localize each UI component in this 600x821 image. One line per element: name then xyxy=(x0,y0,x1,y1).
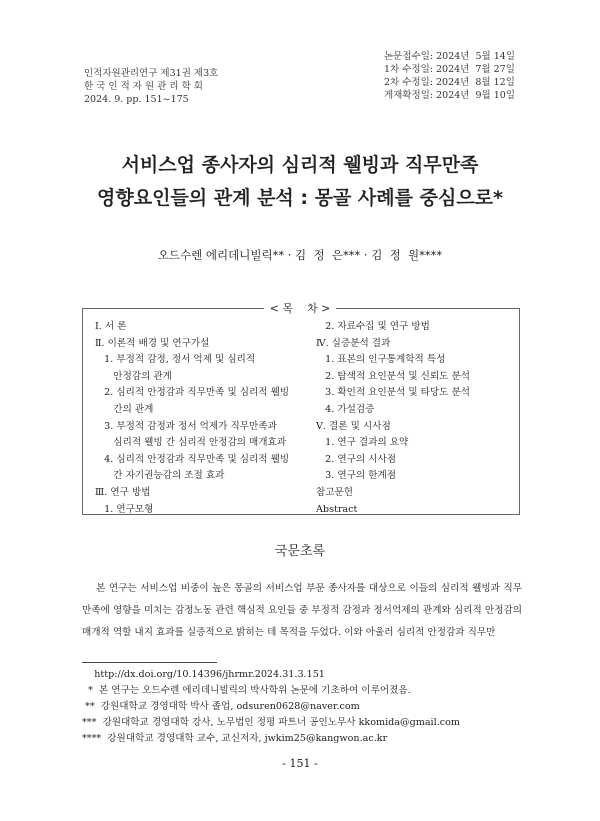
toc-item: Ⅰ. 서 론 xyxy=(95,321,127,332)
footnote-divider xyxy=(82,662,217,663)
toc-item: 1. 연구 결과의 요약 xyxy=(316,437,409,449)
date-line: 게재확정일: 2024년 9월 10일 xyxy=(384,90,516,101)
toc-item: 3. 확인적 요인분석 및 타당도 분석 xyxy=(316,387,471,399)
abstract-heading: 국문초록 xyxy=(274,544,326,559)
toc-item: 심리적 웰빙 간 심리적 안정감의 매개효과 xyxy=(95,437,287,449)
toc-left-column xyxy=(95,319,289,518)
toc-item: 3. 부정적 감정과 정서 억제가 직무만족과 xyxy=(95,420,277,432)
footnote-item: *** 강원대학교 경영대학 강사, 노무법인 정평 파트너 공인노무사 kkomida@gmail.com xyxy=(82,717,460,728)
toc-item: 4. 가설검증 xyxy=(316,403,375,415)
toc-item: Ⅴ. 결론 및 시사점 xyxy=(316,420,391,432)
toc-item: 1. 연구모형 xyxy=(95,503,154,515)
date-line: 1차 수정일: 2024년 7월 27일 xyxy=(384,64,515,75)
date-line: 논문접수일: 2024년 5월 14일 xyxy=(384,51,516,62)
authors: 오드수렌 에리데니빌릭** · 김 정 은*** · 김 정 원**** xyxy=(157,248,443,262)
toc-item: 안정감의 관계 xyxy=(95,370,172,382)
toc-heading-text: < 목 차 > xyxy=(264,302,337,315)
toc-item: 1. 부정적 감정, 정서 억제 및 심리적 xyxy=(95,354,256,366)
toc-item: 4. 심리적 안정감과 직무만족 및 심리적 웰빙 xyxy=(95,453,290,465)
doi-link[interactable]: http://dx.doi.org/10.14396/jhrmr.2024.31.3.151 xyxy=(82,669,325,680)
date-line: 2차 수정일: 2024년 8월 12일 xyxy=(384,77,515,88)
toc-item: Ⅳ. 실증분석 결과 xyxy=(316,337,391,349)
abstract-text: 본 연구는 서비스업 비중이 높은 몽골의 서비스업 부문 종사자를 대상으로 이들의 심리적 웰빙과 직무만족에 영향을 미치는 감정노동 관련 핵심적 요인들 중 부정적 감정과 정서억제의 관계와 심리적 안정감의 매개적 역할 내지 효과를 실증적으로 밝히는 데 목적을 두었다. 이와 아울러 심리적 안정감과 직무만 xyxy=(82,583,522,638)
toc-item: Ⅲ. 연구 방법 xyxy=(95,486,151,498)
journal-info-line: 2024. 9. pp. 151~175 xyxy=(84,94,189,105)
footnote-item: **** 강원대학교 경영대학 교수, 교신저자, jwkim25@kangwon.ac.kr xyxy=(82,733,388,744)
toc-item: 3. 연구의 한계점 xyxy=(316,470,397,482)
page-number: - 151 - xyxy=(282,757,318,770)
toc-item: 2. 연구의 시사점 xyxy=(316,453,397,465)
paper-title-line-1: 서비스업 종사자의 심리적 웰빙과 직무만족 xyxy=(121,154,479,176)
toc-right-column xyxy=(316,319,470,518)
toc-heading xyxy=(0,300,600,316)
footnotes xyxy=(82,667,460,747)
toc-item: 2. 탐색적 요인분석 및 신뢰도 분석 xyxy=(316,370,471,382)
toc-item: 참고문헌 xyxy=(316,486,354,498)
toc-item: Ⅱ. 이론적 배경 및 연구가설 xyxy=(95,337,210,349)
footnote-item: ** 강원대학교 경영대학 박사 졸업, odsuren0628@naver.com xyxy=(82,701,360,712)
toc-item: 1. 표본의 인구통계학적 특성 xyxy=(316,354,446,366)
toc-item: 간의 관계 xyxy=(95,403,154,415)
footnote-item: * 본 연구는 오드수렌 에리데니빌릭의 박사학위 논문에 기초하여 이루어졌음. xyxy=(82,685,411,696)
journal-info xyxy=(84,67,218,106)
toc-item: 2. 심리적 안정감과 직무만족 및 심리적 웰빙 xyxy=(95,387,290,399)
paper-title-line-2: 영향요인들의 관계 분석 : 몽골 사례를 중심으로* xyxy=(97,187,503,209)
abstract-body xyxy=(82,578,522,644)
toc-item: Abstract xyxy=(316,503,358,515)
toc-item: 간 자기권능감의 조절 효과 xyxy=(95,470,225,482)
journal-info-line: 인적자원관리연구 제31권 제3호 xyxy=(84,68,219,79)
toc-item: 2. 자료수집 및 연구 방법 xyxy=(316,321,430,332)
submission-dates xyxy=(384,50,515,102)
journal-info-line: 한 국 인 적 자 원 관 리 학 회 xyxy=(84,81,203,92)
